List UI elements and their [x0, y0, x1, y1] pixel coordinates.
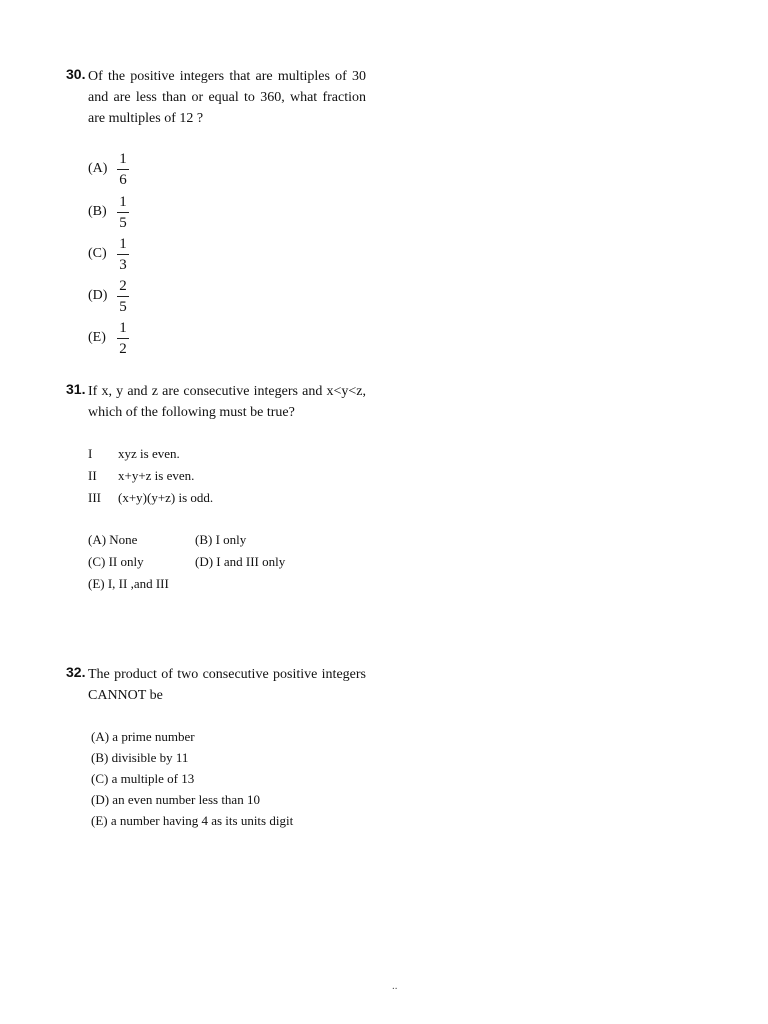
fraction-bar: [117, 212, 129, 213]
statement-text: x+y+z is even.: [118, 468, 195, 483]
choice-label: (B): [88, 204, 107, 219]
fraction: [116, 150, 130, 189]
question-number: 30.: [66, 66, 86, 82]
question-text: The product of two consecutive positive integers CANNOT be: [88, 667, 366, 703]
choice-label: (C): [88, 246, 107, 261]
choice-d[interactable]: (D) an even number less than 10: [91, 792, 260, 807]
question-32-choices: [91, 729, 293, 834]
question-text: Of the positive integers that are multiples of 30 and are less than or equal to 360, what fraction are multiples of 12 ?: [88, 69, 366, 126]
question-number: 32.: [66, 664, 86, 680]
numerator: 2: [119, 278, 127, 294]
question-32: [66, 664, 366, 706]
choice-e[interactable]: (E) I, II ,and III: [88, 576, 169, 591]
denominator: 6: [119, 172, 127, 188]
page-mark: ..: [392, 980, 398, 992]
fraction: [116, 193, 130, 232]
question-31: [66, 381, 366, 423]
choice-d[interactable]: [88, 277, 148, 319]
choice-label: (E): [88, 330, 106, 345]
denominator: 5: [119, 215, 127, 231]
choice-e[interactable]: (E) a number having 4 as its units digit: [91, 813, 294, 828]
roman-numeral: I: [88, 446, 93, 461]
fraction: [116, 319, 130, 358]
fraction-bar: [117, 338, 129, 339]
denominator: 5: [119, 299, 127, 315]
numerator: 1: [119, 320, 127, 336]
choice-label: (A): [88, 161, 108, 176]
choice-c[interactable]: [88, 235, 148, 277]
question-30: [66, 66, 366, 129]
fraction-bar: [117, 169, 129, 170]
choice-label: (D): [88, 288, 108, 303]
numerator: 1: [119, 236, 127, 252]
choice-a[interactable]: (A) a prime number: [91, 729, 195, 744]
statement-text: (x+y)(y+z) is odd.: [118, 490, 214, 505]
denominator: 3: [119, 257, 127, 273]
choice-c[interactable]: (C) a multiple of 13: [91, 771, 195, 786]
fraction-bar: [117, 296, 129, 297]
choice-c[interactable]: (C) II only: [88, 554, 144, 569]
statement-text: xyz is even.: [118, 446, 180, 461]
roman-numeral: III: [88, 490, 101, 505]
roman-numeral: II: [88, 468, 97, 483]
choice-b[interactable]: [88, 193, 148, 235]
fraction: [116, 277, 130, 316]
choice-e[interactable]: [88, 319, 148, 361]
numerator: 1: [119, 194, 127, 210]
choice-a[interactable]: (A) None: [88, 532, 138, 547]
question-text: If x, y and z are consecutive integers and x<y<z, which of the following must be true?: [88, 384, 366, 420]
fraction-bar: [117, 254, 129, 255]
choice-d[interactable]: (D) I and III only: [195, 554, 286, 569]
denominator: 2: [119, 341, 127, 357]
fraction: [116, 235, 130, 274]
question-number: 31.: [66, 381, 86, 397]
choice-b[interactable]: (B) I only: [195, 532, 247, 547]
choice-a[interactable]: [88, 150, 148, 192]
choice-b[interactable]: (B) divisible by 11: [91, 750, 189, 765]
numerator: 1: [119, 151, 127, 167]
